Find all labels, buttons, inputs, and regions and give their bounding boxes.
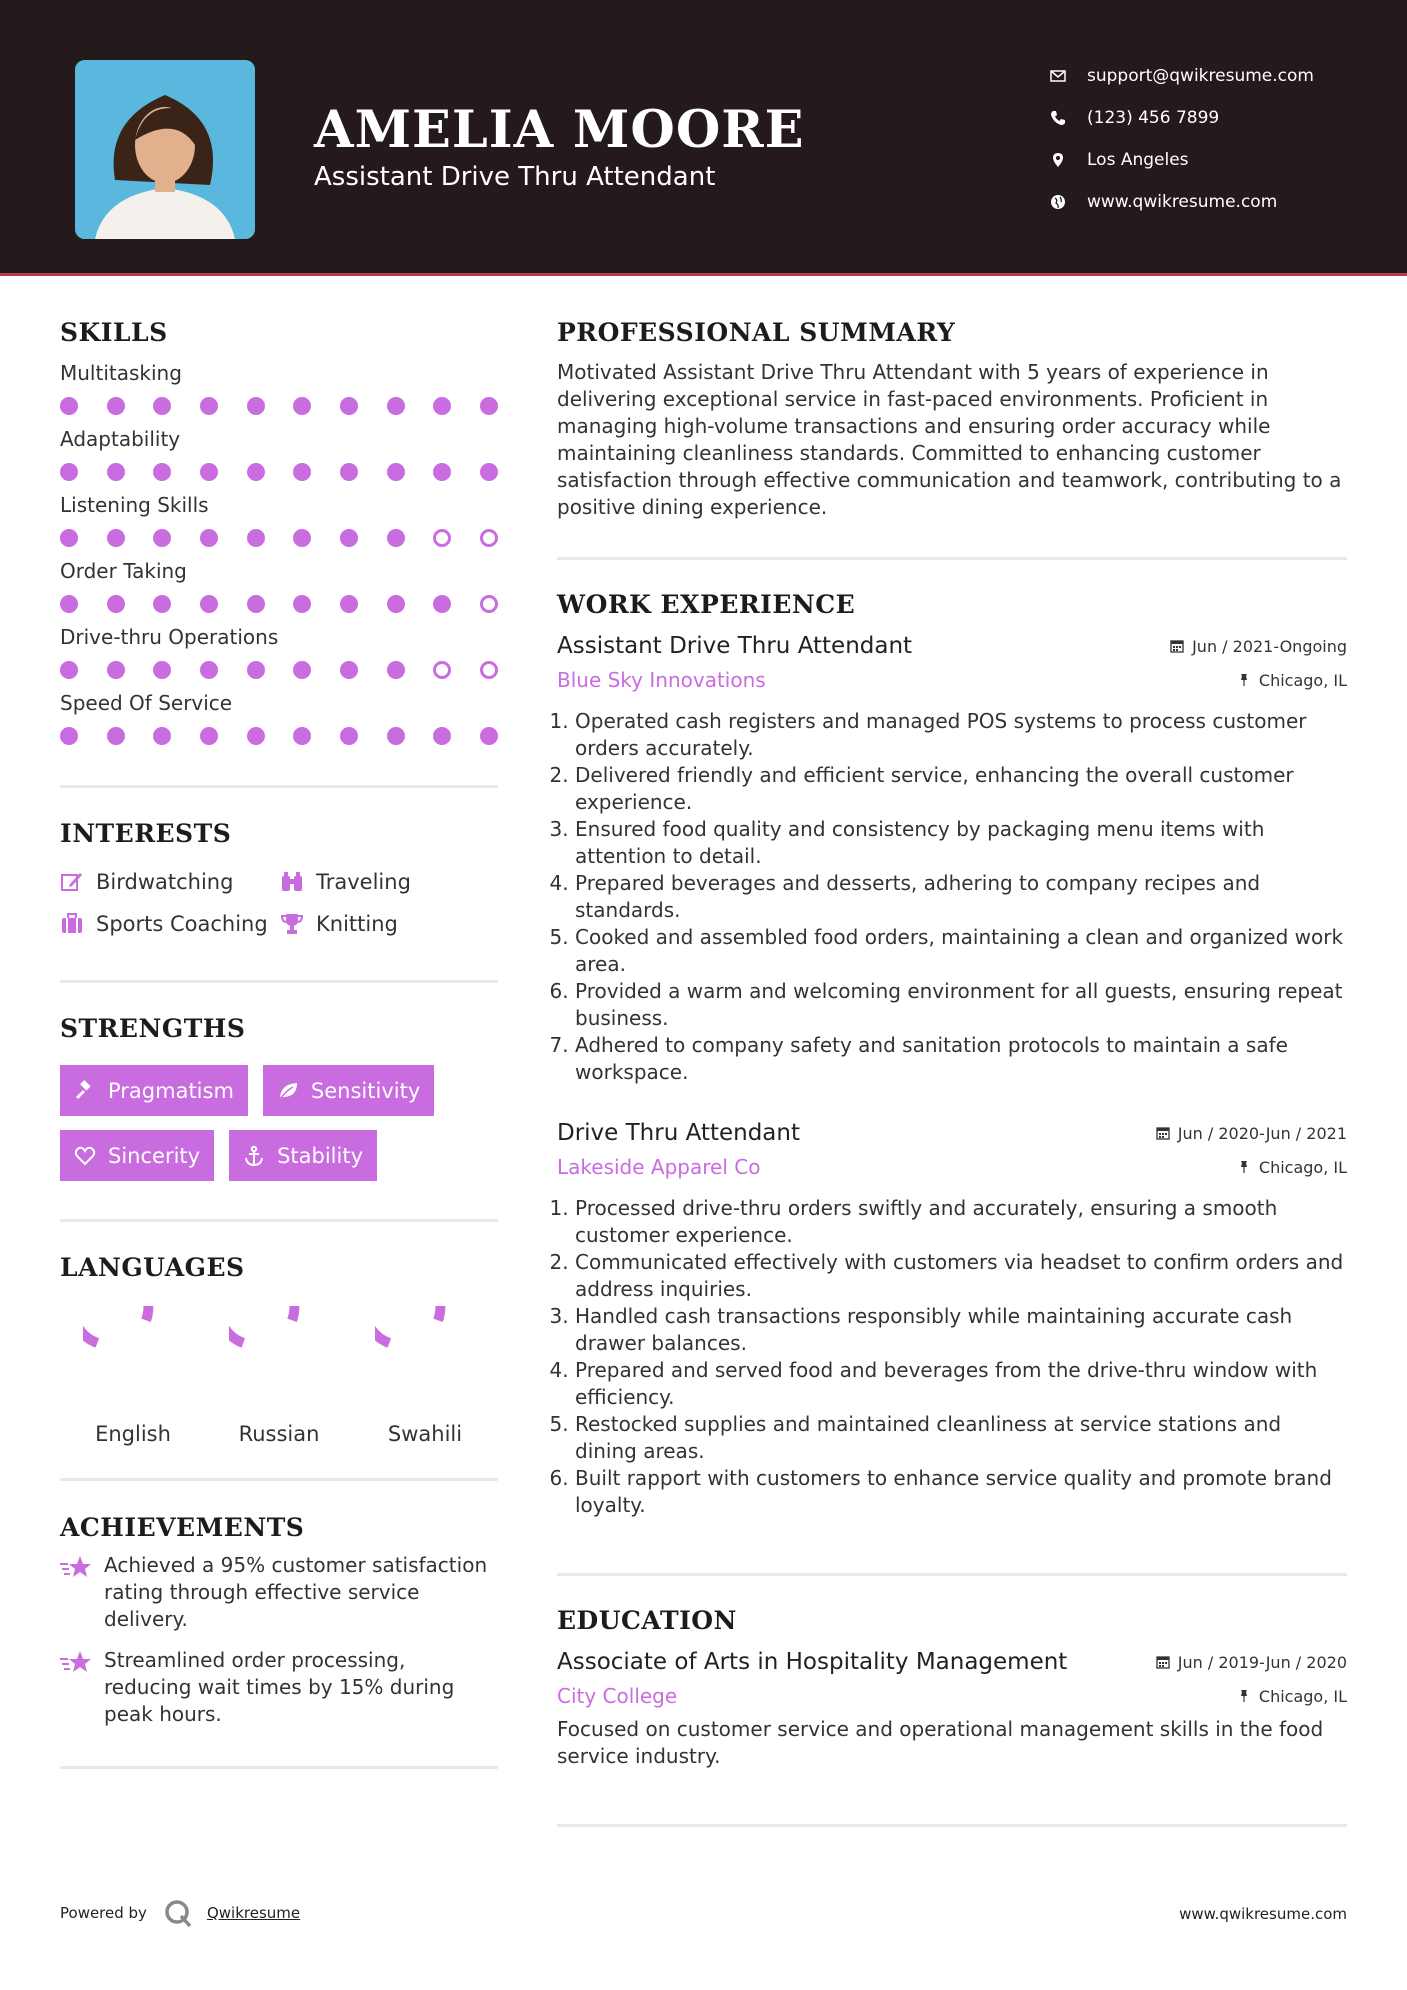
heart-icon <box>74 1145 96 1167</box>
rating-dot-filled <box>433 397 451 415</box>
job-location <box>1237 1158 1347 1177</box>
achievement-item <box>60 1647 498 1728</box>
language-progress-arc <box>83 1306 148 1343</box>
rating-dot-filled <box>480 397 498 415</box>
suitcase-icon <box>60 912 84 936</box>
rating-dot-filled <box>247 463 265 481</box>
job-date-text: Jun / 2020-Jun / 2021 <box>1177 1123 1347 1143</box>
rating-dot-filled <box>60 661 78 679</box>
rating-dot-filled <box>60 463 78 481</box>
language-item <box>352 1306 498 1446</box>
rating-dot-filled <box>107 661 125 679</box>
rating-dot-empty <box>433 529 451 547</box>
job-entry <box>557 633 1347 1086</box>
education-date <box>1156 1653 1347 1672</box>
interest-item <box>280 870 498 894</box>
job-date <box>1170 637 1347 656</box>
rating-dot-filled <box>340 397 358 415</box>
map-pin-icon <box>1050 152 1087 168</box>
rating-dot-filled <box>340 463 358 481</box>
skill-rating <box>60 595 498 613</box>
strength-label: Pragmatism <box>108 1078 234 1103</box>
rating-dot-filled <box>293 529 311 547</box>
rating-dot-empty <box>480 529 498 547</box>
skill-rating <box>60 529 498 547</box>
language-label: Russian <box>238 1422 320 1446</box>
rating-dot-filled <box>107 529 125 547</box>
rating-dot-filled <box>153 397 171 415</box>
degree-title: Associate of Arts in Hospitality Management <box>557 1649 1068 1675</box>
responsibility-item: 1. Processed drive-thru orders swiftly and accurately, ensuring a smooth customer experience. <box>575 1195 1347 1249</box>
responsibility-item: 5. Restocked supplies and maintained cleanliness at service stations and dining areas. <box>575 1411 1347 1465</box>
interest-item <box>60 870 280 894</box>
rating-dot-filled <box>387 661 405 679</box>
phone-icon <box>1050 110 1087 126</box>
skill-label: Drive-thru Operations <box>60 625 279 649</box>
rating-dot-filled <box>153 727 171 745</box>
language-progress-arc <box>229 1306 294 1343</box>
skill-label: Speed Of Service <box>60 691 233 715</box>
job-entry <box>557 1120 1347 1519</box>
language-progress-ring <box>83 1306 183 1406</box>
edit-icon <box>60 870 84 894</box>
globe-icon <box>1050 194 1087 210</box>
rating-dot-filled <box>340 529 358 547</box>
qwikresume-link[interactable]: Qwikresume <box>206 1904 301 1922</box>
responsibility-item: 5. Cooked and assembled food orders, maintaining a clean and organized work area. <box>575 924 1347 978</box>
skill-label: Multitasking <box>60 361 182 385</box>
rating-dot-filled <box>293 727 311 745</box>
rating-dot-filled <box>433 463 451 481</box>
interests-list <box>60 870 498 936</box>
rating-dot-filled <box>153 595 171 613</box>
rating-dot-filled <box>387 529 405 547</box>
strengths-title: STRENGTHS <box>60 1014 246 1043</box>
language-item <box>206 1306 352 1446</box>
section-divider <box>60 1766 498 1769</box>
responsibility-item: 1. Operated cash registers and managed POS systems to process customer orders accurately. <box>575 708 1347 762</box>
skill-rating <box>60 661 498 679</box>
pin-icon <box>1237 1689 1251 1703</box>
leaf-icon <box>277 1080 299 1102</box>
rating-dot-filled <box>60 727 78 745</box>
job-title: Assistant Drive Thru Attendant <box>557 633 913 659</box>
interest-item <box>60 912 280 936</box>
job-date-text: Jun / 2021-Ongoing <box>1192 636 1347 656</box>
strength-chip <box>229 1130 377 1181</box>
job-title: Drive Thru Attendant <box>557 1120 800 1146</box>
responsibility-item: 7. Adhered to company safety and sanitation protocols to maintain a safe workspace. <box>575 1032 1347 1086</box>
strengths-section <box>60 1014 498 1181</box>
company-name: Lakeside Apparel Co <box>557 1155 761 1179</box>
contact-website[interactable] <box>1050 181 1314 223</box>
rating-dot-filled <box>433 727 451 745</box>
strength-label: Sincerity <box>108 1143 201 1168</box>
responsibility-list <box>557 708 1347 1086</box>
job-date <box>1156 1124 1347 1143</box>
contact-list <box>1050 55 1314 223</box>
rating-dot-filled <box>107 727 125 745</box>
rating-dot-filled <box>433 595 451 613</box>
job-location <box>1237 671 1347 690</box>
rating-dot-filled <box>387 595 405 613</box>
website-text: www.qwikresume.com <box>1087 192 1278 212</box>
rating-dot-filled <box>387 463 405 481</box>
interest-item <box>280 912 498 936</box>
skill-rating <box>60 463 498 481</box>
rating-dot-filled <box>340 595 358 613</box>
summary-text: Motivated Assistant Drive Thru Attendant with 5 years of experience in delivering exceptional service in fast-paced environments. Proficient in managing high-volume transactions and ensuring order accuracy while maintaining cleanliness standards. Committed to enhancing customer satisfaction through effective communication and teamwork, contributing to a positive dining experience. <box>557 360 1342 519</box>
section-divider <box>557 557 1347 560</box>
language-label: Swahili <box>387 1422 463 1446</box>
skill-label: Listening Skills <box>60 493 209 517</box>
rating-dot-filled <box>60 529 78 547</box>
strength-label: Sensitivity <box>310 1078 421 1103</box>
rating-dot-filled <box>480 463 498 481</box>
rating-dot-filled <box>153 661 171 679</box>
job-location-text: Chicago, IL <box>1258 670 1347 690</box>
section-divider <box>60 980 498 983</box>
strength-chip <box>60 1130 214 1181</box>
education-title: EDUCATION <box>557 1606 737 1635</box>
education-location <box>1237 1687 1347 1706</box>
phone-text: (123) 456 7899 <box>1087 108 1220 128</box>
rating-dot-filled <box>60 595 78 613</box>
rating-dot-filled <box>293 661 311 679</box>
rating-dot-filled <box>247 595 265 613</box>
responsibility-item: 3. Ensured food quality and consistency by packaging menu items with attention to detail. <box>575 816 1347 870</box>
achievements-section <box>60 1513 498 1728</box>
contact-phone[interactable] <box>1050 97 1314 139</box>
rating-dot-filled <box>340 727 358 745</box>
powered-by-text: Powered by <box>60 1904 147 1922</box>
responsibility-item: 6. Built rapport with customers to enhance service quality and promote brand loyalty. <box>575 1465 1347 1519</box>
rating-dot-filled <box>200 529 218 547</box>
envelope-icon <box>1050 68 1087 84</box>
section-divider <box>60 1219 498 1222</box>
summary-title: PROFESSIONAL SUMMARY <box>557 318 956 347</box>
profile-photo <box>75 60 255 239</box>
rating-dot-filled <box>153 463 171 481</box>
qwikresume-logo-icon <box>163 1898 193 1928</box>
contact-location <box>1050 139 1314 181</box>
rating-dot-filled <box>200 595 218 613</box>
pin-icon <box>1237 673 1251 687</box>
skill-label: Adaptability <box>60 427 181 451</box>
candidate-title: Assistant Drive Thru Attendant <box>314 162 716 192</box>
school-name: City College <box>557 1684 678 1708</box>
binoculars-icon <box>280 870 304 894</box>
company-name: Blue Sky Innovations <box>557 668 766 692</box>
location-text: Los Angeles <box>1087 150 1189 170</box>
skills-section <box>60 318 498 745</box>
calendar-icon <box>1156 1655 1170 1669</box>
responsibility-item: 2. Delivered friendly and efficient service, enhancing the overall customer experience. <box>575 762 1347 816</box>
rating-dot-filled <box>480 727 498 745</box>
language-item <box>60 1306 206 1446</box>
strengths-list <box>60 1065 498 1181</box>
rating-dot-filled <box>200 397 218 415</box>
summary-section <box>557 318 1347 521</box>
skill-label: Order Taking <box>60 559 187 583</box>
rating-dot-filled <box>247 727 265 745</box>
achievement-item <box>60 1552 498 1633</box>
achievement-text: Streamlined order processing, reducing wait times by 15% during peak hours. <box>104 1648 455 1726</box>
education-date-text: Jun / 2019-Jun / 2020 <box>1177 1652 1347 1672</box>
achievement-text: Achieved a 95% customer satisfaction rating through effective service delivery. <box>104 1553 488 1631</box>
rating-dot-filled <box>247 529 265 547</box>
section-divider <box>557 1824 1347 1827</box>
rating-dot-filled <box>247 397 265 415</box>
rating-dot-filled <box>387 397 405 415</box>
rating-dot-filled <box>107 397 125 415</box>
language-progress-ring <box>375 1306 475 1406</box>
languages-list <box>60 1306 498 1446</box>
job-list <box>557 633 1347 1519</box>
interest-label: Sports Coaching <box>96 912 268 936</box>
responsibility-item: 3. Handled cash transactions responsibly while maintaining accurate cash drawer balances. <box>575 1303 1347 1357</box>
strength-label: Stability <box>277 1143 364 1168</box>
education-section <box>557 1606 1347 1770</box>
email-text: support@qwikresume.com <box>1087 66 1314 86</box>
section-divider <box>557 1573 1347 1576</box>
rating-dot-filled <box>293 595 311 613</box>
trophy-icon <box>280 912 304 936</box>
rating-dot-filled <box>340 661 358 679</box>
footer-website[interactable]: www.qwikresume.com <box>1179 1905 1347 1923</box>
rating-dot-filled <box>107 463 125 481</box>
star-icon <box>60 1649 92 1677</box>
rating-dot-filled <box>60 397 78 415</box>
education-description: Focused on customer service and operational management skills in the food service industry. <box>557 1717 1324 1768</box>
job-location-text: Chicago, IL <box>1258 1157 1347 1177</box>
skills-title: SKILLS <box>60 318 168 347</box>
anchor-icon <box>243 1145 265 1167</box>
rating-dot-filled <box>153 529 171 547</box>
rating-dot-empty <box>433 661 451 679</box>
responsibility-item: 6. Provided a warm and welcoming environment for all guests, ensuring repeat business. <box>575 978 1347 1032</box>
left-column <box>60 318 498 1769</box>
education-entry <box>557 1649 1347 1770</box>
strength-chip <box>60 1065 248 1116</box>
candidate-name: AMELIA MOORE <box>314 100 805 160</box>
interests-title: INTERESTS <box>60 819 232 848</box>
experience-section <box>557 590 1347 1519</box>
responsibility-item: 4. Prepared and served food and beverages from the drive-thru window with efficiency. <box>575 1357 1347 1411</box>
interests-section <box>60 819 498 936</box>
star-icon <box>60 1554 92 1582</box>
rating-dot-filled <box>200 727 218 745</box>
interest-label: Knitting <box>316 912 398 936</box>
footer-powered-by <box>60 1898 300 1928</box>
language-progress-ring <box>229 1306 329 1406</box>
interest-label: Birdwatching <box>96 870 234 894</box>
languages-title: LANGUAGES <box>60 1253 245 1282</box>
skill-rating <box>60 727 498 745</box>
language-label: English <box>95 1422 171 1446</box>
achievements-title: ACHIEVEMENTS <box>60 1513 305 1542</box>
section-divider <box>60 1478 498 1481</box>
rating-dot-filled <box>200 661 218 679</box>
responsibility-list <box>557 1195 1347 1519</box>
strength-chip <box>263 1065 434 1116</box>
rating-dot-empty <box>480 661 498 679</box>
right-column <box>557 318 1347 1827</box>
language-progress-arc <box>375 1306 440 1343</box>
experience-title: WORK EXPERIENCE <box>557 590 856 619</box>
rating-dot-filled <box>293 397 311 415</box>
interest-label: Traveling <box>316 870 411 894</box>
pin-icon <box>1237 1160 1251 1174</box>
responsibility-item: 4. Prepared beverages and desserts, adhering to company recipes and standards. <box>575 870 1347 924</box>
calendar-icon <box>1170 639 1184 653</box>
contact-email[interactable] <box>1050 55 1314 97</box>
resume-header <box>0 0 1407 276</box>
rating-dot-filled <box>293 463 311 481</box>
skills-list <box>60 361 498 745</box>
skill-rating <box>60 397 498 415</box>
rating-dot-filled <box>247 661 265 679</box>
section-divider <box>60 785 498 788</box>
calendar-icon <box>1156 1126 1170 1140</box>
languages-section <box>60 1253 498 1446</box>
rating-dot-filled <box>107 595 125 613</box>
rating-dot-filled <box>200 463 218 481</box>
gavel-icon <box>74 1080 96 1102</box>
responsibility-item: 2. Communicated effectively with customers via headset to confirm orders and address inquiries. <box>575 1249 1347 1303</box>
education-location-text: Chicago, IL <box>1258 1686 1347 1706</box>
rating-dot-empty <box>480 595 498 613</box>
rating-dot-filled <box>387 727 405 745</box>
